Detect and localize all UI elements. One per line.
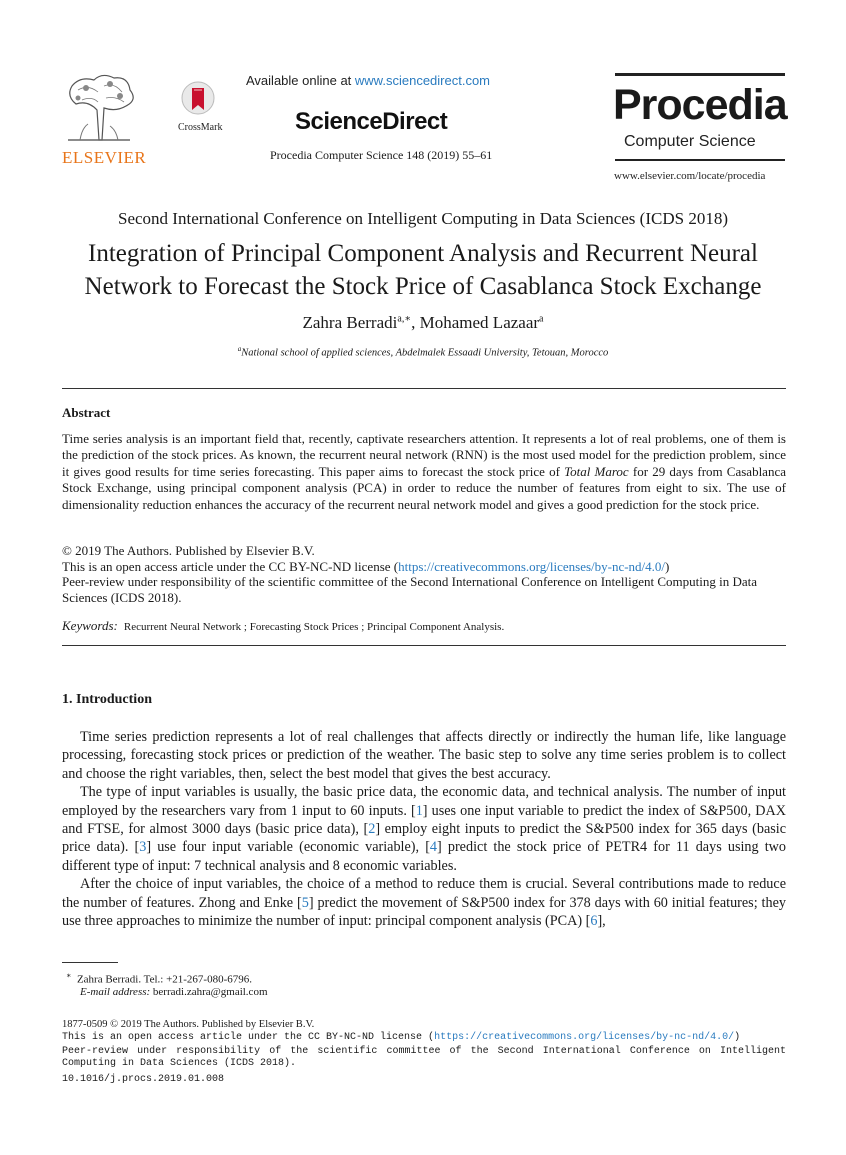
footnote-email	[80, 986, 268, 999]
abstract-text	[62, 431, 786, 513]
crossmark-label: CrossMark	[178, 122, 223, 133]
journal-brand-subtitle: Computer Science	[624, 133, 756, 150]
footer-license-link[interactable]: https://creativecommons.org/licenses/by-nc-nd/4.0/	[434, 1032, 735, 1043]
author-1: Zahra Berradi	[302, 313, 398, 332]
abstract-bottom-rule	[62, 645, 786, 646]
abstract-heading: Abstract	[62, 405, 111, 420]
paper-title-line2: Network to Forecast the Stock Price of Casablanca Stock Exchange	[84, 273, 762, 300]
abstract-text-part2: for 29 days from Casablanca Stock Exchange, using principal component analysis (PCA) in order to reduce the number of features from eight to six. The use of dimensionality reduction enhances the accuracy of the recurrent neural network model and gives a good prediction for the stock price.	[62, 463, 786, 512]
intro-paragraph-2	[62, 783, 786, 875]
citation-6[interactable]: 6	[590, 913, 598, 930]
affiliation-text: National school of applied sciences, Abdelmalek Essaadi University, Tetouan, Morocco	[241, 347, 609, 359]
introduction-heading: 1. Introduction	[62, 692, 152, 707]
intro-p3-text-b: ] predict the movement of S&P500 index for 378 days with 60 initial features; they use three approaches to minimize the number of input: principal component analysis (PCA) [	[62, 894, 786, 930]
elsevier-tree-icon	[58, 70, 140, 146]
citation-2[interactable]: 2	[368, 821, 376, 838]
author-list	[0, 313, 846, 333]
footnote-email-address[interactable]: berradi.zahra@gmail.com	[150, 986, 268, 998]
abstract-copyright: © 2019 The Authors. Published by Elsevier B.V.	[62, 543, 315, 558]
author-1-affiliation: a,∗	[397, 313, 412, 325]
conference-name: Second International Conference on Intelligent Computing in Data Sciences (ICDS 2018)	[118, 209, 728, 228]
abstract-company-name: Total Maroc	[564, 463, 629, 479]
abstract-license-link[interactable]: https://creativecommons.org/licenses/by-nc-nd/4.0/	[398, 559, 666, 574]
abstract-text-part1: Time series analysis is an important field that, recently, captivate researchers attention. It represents a lot of real problems, one of them is the prediction of the stock prices. As known, the recurrent neural network (RNN) is the most used model for the prediction problem, since it gives good results for time series forecasting. This paper aims to forecast the stock price of	[62, 431, 786, 479]
intro-p2-text-d: ] use four input variable (economic variable), [	[146, 839, 430, 856]
publisher-name: ELSEVIER	[62, 148, 147, 167]
citation-3[interactable]: 3	[139, 839, 147, 856]
intro-p3-text-a: After the choice of input variables, the choice of a method to reduce them is crucial. Several contributions made to reduce the number of features. Zhong and Enke [	[62, 876, 786, 911]
abstract-license	[62, 559, 669, 575]
footer-license-prefix: This is an open access article under the CC BY-NC-ND license (	[62, 1032, 435, 1043]
footnote-email-label: E-mail address:	[80, 986, 151, 998]
citation-5[interactable]: 5	[301, 894, 309, 911]
platform-title: ScienceDirect	[295, 108, 448, 135]
intro-p2-text-e: ] predict the stock price of PETR4 for 11 days using two different type of input: 7 technical analysis and 8 economic variables.	[62, 839, 786, 874]
footnote-marker: ∗	[66, 971, 72, 980]
author-2: Mohamed Lazaar	[419, 313, 540, 332]
footer-doi[interactable]: 10.1016/j.procs.2019.01.008	[62, 1074, 225, 1085]
abstract-peer-review: Peer-review under responsibility of the scientific committee of the Second International Conference on Intelligent Computing in Data Sciences (ICDS 2018).	[62, 574, 758, 606]
intro-paragraph-1: Time series prediction represents a lot of real challenges that affects directly or indirectly the human life, like language processing, forecasting stock prices or prediction of the weather. The basic step to solve any time series problem is to collect and choose the right variables, then, select the best model that gives the best accuracy.	[62, 729, 786, 782]
introduction-body	[62, 728, 786, 930]
footnote-corresponding-author	[66, 969, 252, 987]
journal-url-link[interactable]: www.elsevier.com/locate/procedia	[614, 170, 766, 182]
citation-4[interactable]: 4	[429, 839, 438, 856]
available-prefix: Available online at	[246, 73, 355, 88]
sciencedirect-link[interactable]: www.sciencedirect.com	[354, 73, 491, 88]
paper-title	[40, 237, 806, 303]
author-2-affiliation: a	[539, 313, 544, 325]
crossmark-icon[interactable]	[180, 80, 216, 120]
journal-brand-title: Procedia	[613, 81, 787, 129]
author-separator: ,	[411, 313, 420, 332]
affiliation-marker: a	[237, 345, 242, 353]
journal-brand-top-rule	[615, 73, 785, 76]
available-online-text	[246, 73, 490, 88]
intro-paragraph-3	[62, 875, 786, 930]
elsevier-logo	[58, 70, 140, 146]
footer-license-suffix: )	[734, 1032, 741, 1043]
intro-p2-text-c: ] employ eight inputs to predict the S&P500 index for 365 days (basic price data). [	[62, 821, 786, 856]
intro-p3-text-c: ],	[597, 913, 606, 930]
paper-title-line1: Integration of Principal Component Analysis and Recurrent Neural	[88, 240, 758, 267]
intro-p2-text-b: ] uses one input variable to predict the index of S&P500, DAX and FTSE, for almost 3000 days (basic price data), [	[62, 802, 786, 838]
footnote-rule	[62, 962, 118, 963]
affiliation	[0, 345, 846, 359]
intro-p2-text-a: The type of input variables is usually, the basic price data, the economic data, and technical analysis. The number of input employed by the researchers vary from 1 input to 60 inputs. [	[62, 784, 786, 819]
footer-issn: 1877-0509 © 2019 The Authors. Published by Elsevier B.V.	[62, 1019, 315, 1030]
footer-license	[62, 1032, 786, 1044]
journal-brand-bottom-rule	[615, 159, 785, 161]
citation-1[interactable]: 1	[415, 802, 423, 819]
keywords	[62, 618, 504, 634]
keywords-label: Keywords:	[62, 618, 118, 633]
abstract-license-prefix: This is an open access article under the CC BY-NC-ND license (	[62, 559, 399, 574]
abstract-top-rule	[62, 388, 786, 389]
footnote-contact: Zahra Berradi. Tel.: +21-267-080-6796.	[76, 973, 253, 986]
footer-peer-review: Peer-review under responsibility of the scientific committee of the Second International Conference on Intelligent Computing in Data Sciences (ICDS 2018).	[62, 1046, 786, 1070]
keywords-text: Recurrent Neural Network ; Forecasting Stock Prices ; Principal Component Analysis.	[123, 621, 505, 633]
abstract-license-suffix: )	[665, 559, 670, 574]
journal-reference: Procedia Computer Science 148 (2019) 55–61	[270, 148, 493, 162]
